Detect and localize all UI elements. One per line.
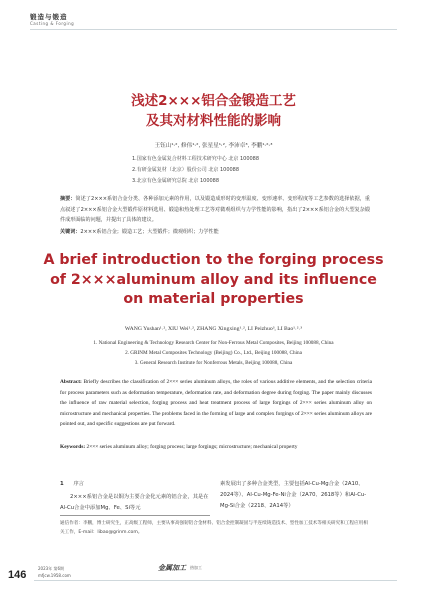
- footnote: 通信作者：李鹏，博士研究生，正高级工程师，主要从事高强韧铝合金材料、铝合金控制凝固与半连续铸造技术、型性加工技术等相关研究和工程应用相关工作，E-mail：libao@grinm.com。: [60, 521, 368, 535]
- keywords-en: [60, 442, 372, 453]
- affiliation-cn-3: 3.北京有色金属研究总院 北京 100088: [132, 178, 220, 184]
- affiliation-en-2: 2. GRINM Metal Composites Technology (Beijing) Co., Ltd., Beijing 100088, China: [125, 350, 302, 356]
- authors-cn: 王钰山¹˒², 修伟¹˒², 张星星¹˒², 李沛卓³, 李鹏¹˒²˒³: [154, 143, 273, 149]
- footer-logo-sub: 热加工: [190, 565, 202, 570]
- keywords-cn-label: 关键词：: [60, 229, 81, 235]
- article-title-cn: [0, 91, 427, 131]
- keywords-cn: [60, 227, 370, 238]
- title-cn-line-2: 及其对材料性能的影响: [146, 113, 281, 129]
- title-en-line-2: of 2×××aluminum alloy and its influence: [50, 271, 377, 288]
- title-en-line-3: on material properties: [123, 291, 304, 307]
- footer-logo: 金属加工: [158, 564, 186, 572]
- abstract-cn: [60, 194, 370, 226]
- journal-name-en: Casting & Forging: [30, 21, 75, 26]
- section-number: 1: [60, 481, 64, 487]
- abstract-en: [60, 377, 372, 430]
- footer-issue: 2023年 第6期: [38, 566, 64, 571]
- section-title: 序言: [73, 481, 84, 487]
- title-cn-line-1: 浅述2×××铝合金锻造工艺: [131, 93, 296, 109]
- affiliation-cn-1: 1.国家有色金属复合材料工程技术研究中心 北京 100088: [132, 156, 260, 162]
- affiliation-en-3: 3. General Research Institute for Nonferrous Metals, Beijing 100088, China: [134, 360, 293, 366]
- affiliation-cn-2: 2.有研金属复材（北京）股份公司 北京 100088: [132, 167, 240, 173]
- page-number: 146: [8, 569, 27, 581]
- section-heading: [60, 479, 210, 490]
- authors-en: WANG Yushan¹˒², XIU Wei¹˒², ZHANG Xingxing¹˒², LI Peizhuo³, LI Bao¹˒²˒³: [124, 326, 303, 332]
- abstract-cn-label: 摘要：: [60, 196, 76, 202]
- body-left-column: 2×××系铝合金是以铜为主要合金化元素的铝合金，其是在Al-Cu合金中添加Mg、Fe、Si等元: [60, 494, 209, 511]
- keywords-cn-text: 2×××系铝合金；锻造工艺；大型锻件；微观组织；力学性能: [80, 229, 219, 235]
- title-en-line-1: A brief introduction to the forging process: [43, 252, 384, 268]
- footer-divider: [34, 580, 397, 581]
- footer-url[interactable]: mfjcw.1958.com: [38, 573, 71, 578]
- body-right-column: 素发展出了多种合金类型，主要包括Al-Cu-Mg合金（2A10、2024等）、Al-Cu-Mg-Fe-Ni合金（2A70、2618等）和Al-Cu-Mg-Si合金（2218、2A14等）: [220, 481, 367, 509]
- header-divider: [30, 29, 397, 30]
- keywords-en-text: 2××× series aluminum alloy; forging process; large forgings; microstructure; mechanical property: [86, 444, 298, 450]
- footnote-divider: [60, 515, 210, 516]
- affiliation-en-1: 1. National Engineering & Technology Research Center for Non-Ferrous Metal Composites, Beijing 100088, China: [93, 340, 334, 346]
- journal-name: 锻造与锻造: [30, 13, 68, 21]
- abstract-en-text: Briefly describes the classification of 2××× series aluminum alloys, the roles of various additive elements, and the selection criteria for process parameters such as deformation temperature, deformation rate, and deformation degree during forging. The paper mainly discusses the influence of raw material selection, forging process and heat treatment process of large forgings of 2××× series aluminum alloy on microstructure and mechanical properties. The problems faced in the forming of large and complex forgings of 2××× series aluminum alloys are pointed out, and specific suggestions are put forward.: [60, 379, 372, 428]
- article-title-en: [0, 251, 427, 310]
- keywords-en-label: Keywords:: [60, 444, 86, 450]
- abstract-cn-text: 简述了2×××系铝合金分类、各种添加元素的作用，以及锻造成形时的变形温度、变形速率、变形程度等工艺参数的选择依据，重点叙述了2×××系铝合金大型锻件原材料选用、锻造和热处理工艺等对微观组织与力学性能的影响，指出了2×××系铝合金的大型复杂锻件成形面临的问题，并提出了具体的建议。: [60, 196, 370, 224]
- abstract-en-label: Abstract:: [60, 379, 82, 385]
